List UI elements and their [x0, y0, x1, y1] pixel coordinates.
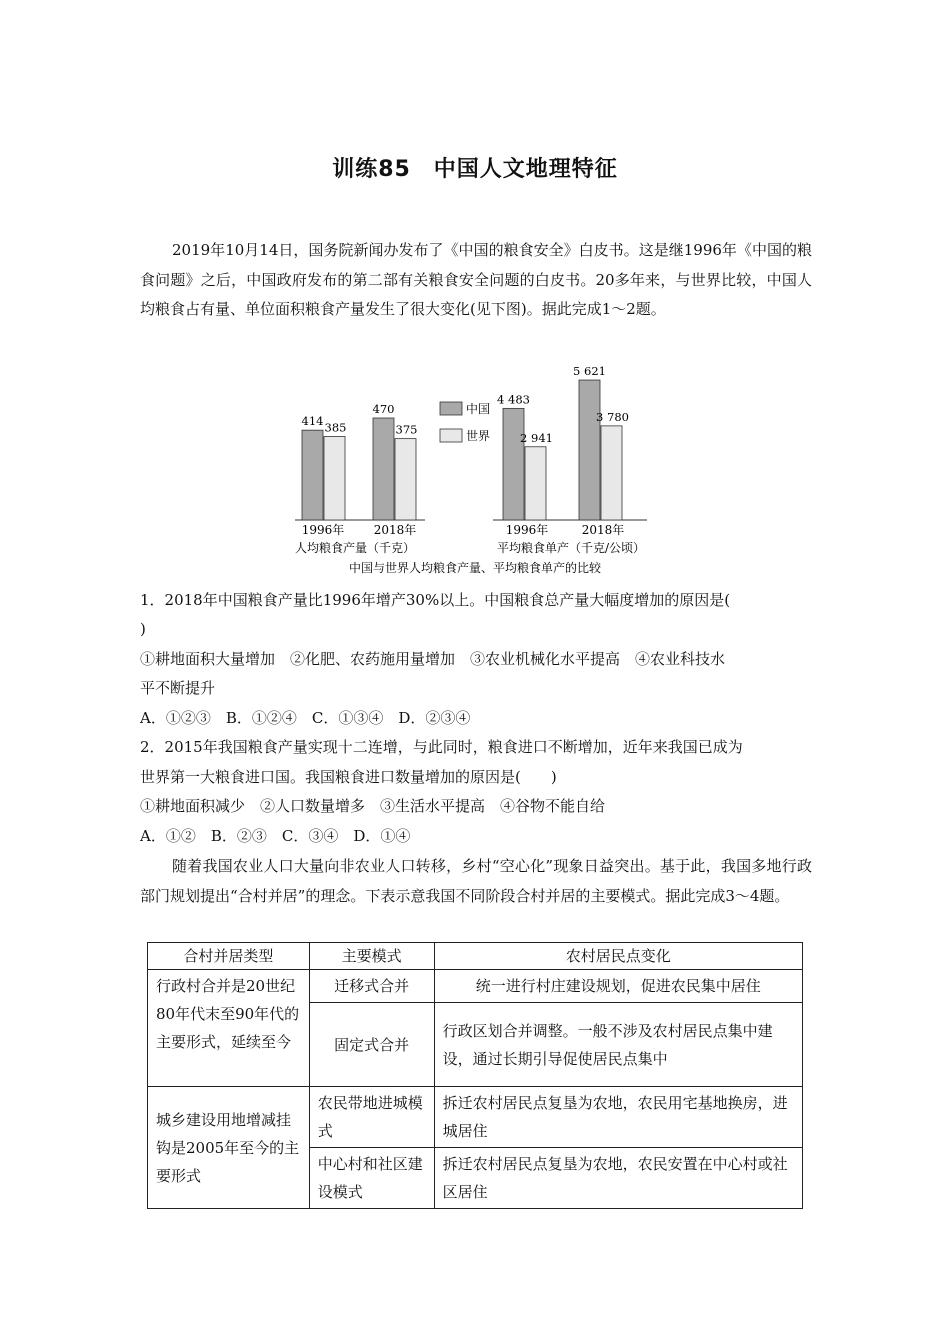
village-merger-table [147, 942, 803, 1209]
group1-mode-2: 固定式合并 [309, 1003, 434, 1087]
table-row [148, 1087, 803, 1148]
label-p1-world-1996: 385 [324, 420, 347, 435]
header-change: 农村居民点变化 [434, 943, 802, 970]
xlabel-p1: 人均粮食产量（千克） [294, 541, 416, 555]
label-p1-china-2018: 470 [372, 402, 395, 417]
label-p2-world-1996: 2 941 [520, 430, 553, 445]
q1-stem-paren: ) [140, 620, 146, 638]
group2-type: 城乡建设用地增减挂钩是2005年至今的主要形式 [148, 1087, 310, 1209]
group2-change-2: 拆迁农村居民点复垦为农地，农民安置在中心村或社区居住 [434, 1148, 802, 1209]
legend-swatch-world [440, 429, 462, 442]
tick-p1-2018: 2018年 [373, 523, 417, 537]
bar-p2-world-2018 [601, 426, 622, 520]
q2-stem-line2: 世界第一大粮食进口国。我国粮食进口数量增加的原因是( ) [140, 768, 557, 786]
table-row [148, 970, 803, 1003]
q1-options-line2: 平不断提升 [140, 679, 216, 697]
group2-change-1: 拆迁农村居民点复垦为农地，农民用宅基地换房，进城居住 [434, 1087, 802, 1148]
label-p1-china-1996: 414 [301, 414, 324, 429]
bar-p2-china-1996 [503, 408, 524, 520]
bar-p2-world-1996 [525, 447, 546, 520]
label-p2-world-2018: 3 780 [596, 409, 629, 424]
tick-p1-1996: 1996年 [301, 523, 345, 537]
bar-p1-china-2018 [373, 418, 394, 520]
q2-stem-line1: 2．2015年我国粮食产量实现十二连增，与此同时，粮食进口不断增加，近年来我国已成为 [140, 738, 743, 756]
passage2-paragraph: 随着我国农业人口大量向非农业人口转移，乡村“空心化”现象日益突出。基于此，我国多地行政部门规划提出“合村并居”的理念。下表示意我国不同阶段合村并居的主要模式。据此完成3～4题。 [140, 857, 812, 905]
intro-paragraph: 2019年10月14日，国务院新闻办发布了《中国的粮食安全》白皮书。这是继1996年《中国的粮食问题》之后，中国政府发布的第二部有关粮食安全问题的白皮书。20多年来，与世界比较，中国人均粮食占有量、单位面积粮食产量发生了很大变化(见下图)。据此完成1～2题。 [140, 241, 812, 318]
bar-p1-china-1996 [302, 430, 323, 520]
q1-options-line1: ①耕地面积大量增加 ②化肥、农药施用量增加 ③农业机械化水平提高 ④农业科技水 [140, 650, 726, 668]
q2-options: ①耕地面积减少 ②人口数量增多 ③生活水平提高 ④谷物不能自给 [140, 797, 606, 815]
group1-change-1: 统一进行村庄建设规划，促进农民集中居住 [434, 970, 802, 1003]
header-mode: 主要模式 [309, 943, 434, 970]
group1-type: 行政村合并是20世纪80年代末至90年代的主要形式，延续至今 [148, 970, 310, 1087]
chart-svg [285, 362, 665, 582]
label-p2-china-1996: 4 483 [497, 392, 530, 407]
group2-mode-1: 农民带地进城模式 [309, 1087, 434, 1148]
q2-choices: A．①② B．②③ C．③④ D．①④ [140, 827, 411, 845]
q1-stem: 1．2018年中国粮食产量比1996年增产30%以上。中国粮食总产量大幅度增加的原因是( [140, 591, 731, 609]
bar-p2-china-2018 [579, 380, 600, 520]
label-p1-world-2018: 375 [395, 422, 418, 437]
xlabel-p2: 平均粮食单产（千克/公顷） [496, 541, 646, 555]
grain-comparison-chart [285, 362, 665, 582]
legend-label-world: 世界 [466, 429, 491, 443]
table-header-row [148, 943, 803, 970]
bar-p1-world-1996 [324, 436, 345, 520]
group1-change-2: 行政区划合并调整。一般不涉及农村居民点集中建设，通过长期引导促使居民点集中 [434, 1003, 802, 1087]
group1-mode-1: 迁移式合并 [309, 970, 434, 1003]
group2-mode-2: 中心村和社区建设模式 [309, 1148, 434, 1209]
legend-swatch-china [440, 402, 462, 415]
bar-p1-world-2018 [395, 439, 416, 520]
tick-p2-1996: 1996年 [505, 523, 549, 537]
page-title: 训练85 中国人文地理特征 [332, 157, 618, 182]
header-type: 合村并居类型 [148, 943, 310, 970]
q1-choices: A．①②③ B．①②④ C．①③④ D．②③④ [140, 709, 471, 727]
chart-title: 中国与世界人均粮食产量、平均粮食单产的比较 [348, 561, 602, 575]
label-p2-china-2018: 5 621 [573, 364, 606, 379]
tick-p2-2018: 2018年 [581, 523, 625, 537]
legend-label-china: 中国 [466, 402, 491, 416]
